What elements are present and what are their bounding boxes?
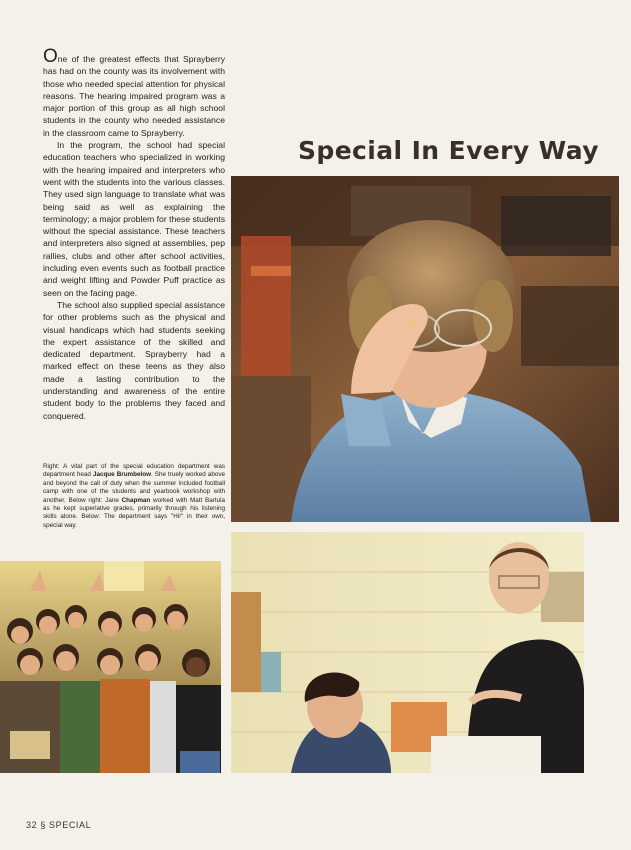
- caption-name-1: Jacque Brumbelow: [92, 471, 151, 479]
- drop-cap: O: [43, 46, 58, 67]
- body-text: [43, 46, 225, 422]
- page-headline: Special In Every Way: [298, 136, 599, 165]
- body-paragraph-1-text: ne of the greatest effects that Sprayberry has had on the county was its involvement with those who needed special attention for physical reasons. The hearing impaired program was a major portion of this group as all high school students in the county who needed assistance in the classroom came to Sprayberry.: [43, 54, 225, 138]
- body-paragraph-1: [43, 46, 225, 139]
- body-paragraph-3: The school also supplied special assistance for other problems such as the physical and visual handicaps which had students seeking the expert assistance of the skilled and dedicated department. Sprayberry had a marked effect on these teens as they also made a lasting contribution to the understanding and awareness of the entire student body to the problems they faced and conquered.: [43, 299, 225, 421]
- page-folio: 32 § SPECIAL: [26, 820, 92, 830]
- caption-name-2: Chapman: [121, 496, 151, 504]
- photo-group-students: [0, 561, 221, 773]
- photo-classroom-student: [231, 532, 584, 773]
- photo-caption: Right: A vital part of the special education department was department head Jacque Brumbelow. She truely worked above and beyond the call of duty when the summer included football camp with one of the students and yearbook workshop with another. Below right: Jane Chapman worked with Matt Bartula as he kept superlative grades, primarily through his listening skills alone. Below: The department says "Hi!" in their own, special way.: [43, 463, 225, 529]
- body-paragraph-2: In the program, the school had special education teachers who specialized in working with the hearing impaired and interpreters who went with the students into the various classes. They used sign language to translate what was being said as well as explaining the terminology; a major problem for these students without the special assistance. These teachers and interpreters also signed at assemblies, pep rallies, clubs and other after school activities, including even events such as football practice and weight lifting and Powder Puff practice as seen on the facing page.: [43, 140, 225, 298]
- photo-teacher-portrait: [231, 176, 619, 522]
